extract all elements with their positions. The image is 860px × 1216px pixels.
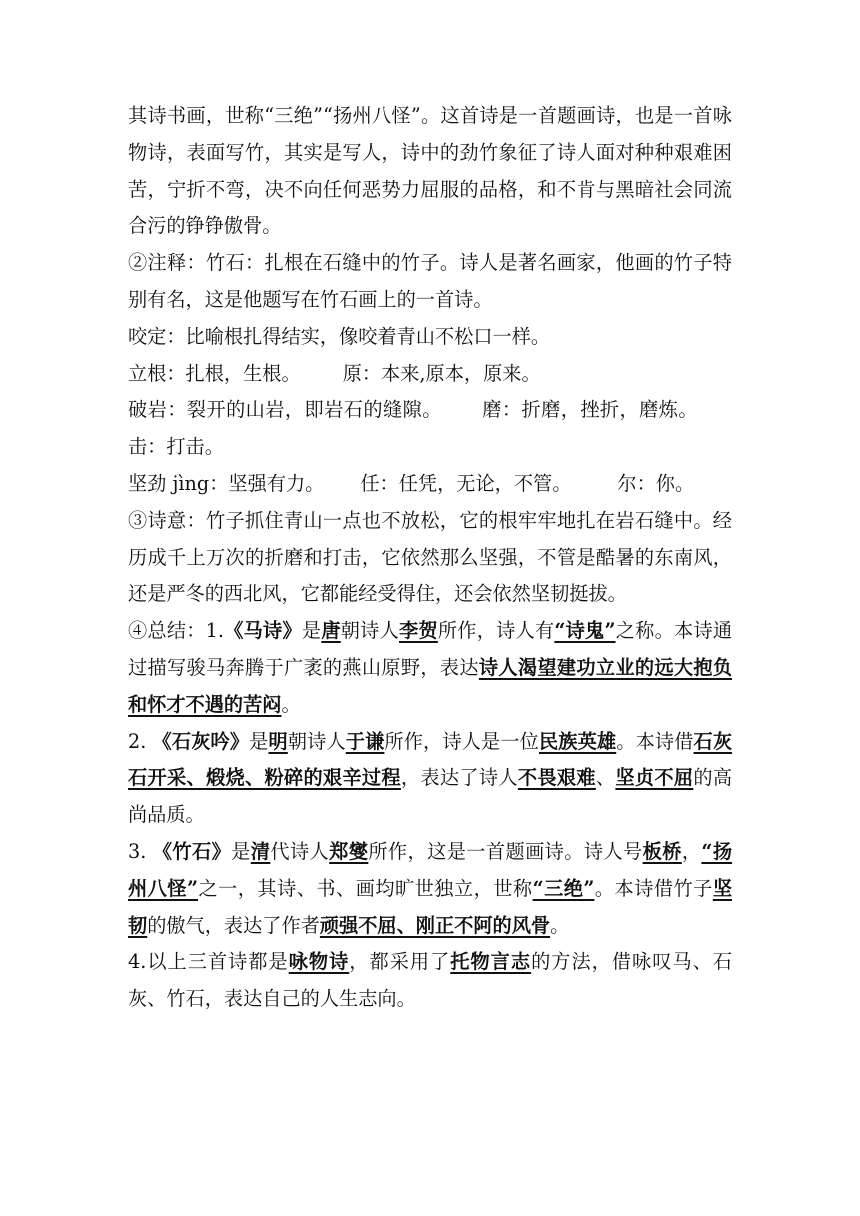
- note-jianjing: 坚劲 jìng：坚强有力。: [128, 471, 325, 495]
- process-shihuishi: 石灰石开采、煅烧、粉碎的艰辛过程: [128, 729, 733, 790]
- trait-jianren: 坚韧: [128, 876, 733, 937]
- note-mo: 磨：折磨，挫折，磨炼。: [481, 398, 699, 422]
- summary-item-3: [128, 834, 732, 944]
- text-span: 之称。本诗通过描写骏马奔腾于广袤的燕山原野，表达: [128, 619, 733, 679]
- summary-4-lead: 4.以上三首诗都是: [128, 950, 289, 974]
- note-er: 尔：你。: [617, 471, 695, 495]
- hao-banqiao: 板桥: [642, 839, 682, 863]
- note-ren: 任：任凭，无论，不管。: [360, 471, 572, 495]
- summary-2-lead: 2.: [128, 729, 153, 753]
- note-yuan: 原：本来,原本，原来。: [342, 361, 541, 385]
- note-ligen: 立根：扎根，生根。: [128, 361, 301, 385]
- text-span: 是: [249, 729, 269, 753]
- summary-item-4: [128, 944, 732, 1018]
- text-span: ，: [681, 839, 702, 863]
- theme-zhushi: 顽强不屈、刚正不阿的风骨: [319, 913, 551, 937]
- group-yangzhoubaguai: “扬州八怪”: [128, 839, 733, 900]
- text-span: ，都采用了: [349, 950, 451, 974]
- text-span: 是: [231, 839, 251, 863]
- poem-title-zhushi: 《竹石》: [152, 839, 232, 863]
- poet-lihe: 李贺: [399, 619, 438, 643]
- summary-item-2: [128, 724, 732, 834]
- text-span: 。: [550, 913, 570, 937]
- note-poyan: 破岩：裂开的山岩，即岩石的缝隙。: [128, 398, 442, 422]
- text-span: 代诗人: [270, 839, 330, 863]
- meaning-paragraph: ③诗意：竹子抓住青山一点也不放松，它的根牢牢地扎在岩石缝中。经历成千上万次的折磨和打击，它依然那么坚强，不管是酷暑的东南风，还是严冬的西北风，它都能经受得住，还会依然坚韧挺拔。: [128, 508, 732, 606]
- text-span: 所作，诗人是一位: [384, 729, 539, 753]
- title-sanjue: “三绝”: [532, 876, 595, 900]
- text-span: 。本诗借: [616, 729, 694, 753]
- text-span: 朝诗人: [287, 729, 346, 753]
- notes-line-4: [128, 392, 732, 466]
- method-tuowuyanzhi: 托物言志: [450, 950, 532, 974]
- text-span: 。: [281, 692, 301, 716]
- intro-paragraph: 其诗书画，世称“三绝”“扬州八怪”。这首诗是一首题画诗，也是一首咏物诗，表面写竹，其实是写人，诗中的劲竹象征了诗人面对种种艰难困苦，宁折不弯，决不向任何恶势力屈服的品格，和不肯与黑暗社会同流合污的铮铮傲骨。: [128, 104, 732, 238]
- text-span: 的傲气，表达了作者: [147, 913, 320, 937]
- nickname-shigui: “诗鬼”: [554, 619, 616, 643]
- quality-jianzhenbuqu: 坚贞不屈: [615, 766, 694, 790]
- genre-yongwushi: 咏物诗: [288, 950, 350, 974]
- text-span: 所作，诗人有: [437, 619, 555, 643]
- poet-zhengxie: 郑燮: [329, 839, 369, 863]
- text-span: 是: [301, 619, 322, 643]
- quality-buweijiannan: 不畏艰难: [517, 766, 596, 790]
- notes-line-1: ②注释：竹石：扎根在石缝中的竹子。诗人是著名画家，他画的竹子特别有名，这是他题写在竹石画上的一首诗。: [128, 251, 732, 311]
- title-minzuyingxiong: 民族英雄: [538, 729, 617, 753]
- notes-line-5: [128, 466, 732, 503]
- summary-1-lead: ④总结：1.: [128, 619, 224, 643]
- text-span: ，表达了诗人: [400, 766, 518, 790]
- theme-mashi: 诗人渴望建功立业的远大抱负和怀才不遇的苦闷: [128, 655, 733, 716]
- poem-title-shihuiyin: 《石灰吟》: [152, 729, 250, 753]
- document-body: [128, 98, 732, 1018]
- text-span: 。本诗借竹子: [594, 876, 713, 900]
- poem-title-mashi: 《马诗》: [223, 619, 302, 643]
- dynasty-qing: 清: [250, 839, 271, 863]
- text-span: 的高尚品质。: [128, 766, 733, 827]
- text-span: 朝诗人: [340, 619, 400, 643]
- notes-line-3: [128, 356, 732, 393]
- text-span: 所作，这是一首题画诗。诗人号: [368, 839, 643, 863]
- dynasty-tang: 唐: [321, 619, 341, 643]
- text-span: 之一，其诗、书、画均旷世独立，世称: [198, 876, 533, 900]
- dynasty-ming: 明: [268, 729, 288, 753]
- text-span: 的方法，借咏叹马、石灰、竹石，表达自己的人生志向。: [128, 950, 733, 1011]
- notes-line-2: 咬定：比喻根扎得结实，像咬着青山不松口一样。: [128, 324, 551, 348]
- summary-3-lead: 3.: [128, 839, 153, 863]
- text-span: 、: [595, 766, 616, 790]
- note-ji: 击：打击。: [128, 435, 224, 459]
- poet-yuqian: 于谦: [345, 729, 385, 753]
- summary-item-1: [128, 613, 732, 723]
